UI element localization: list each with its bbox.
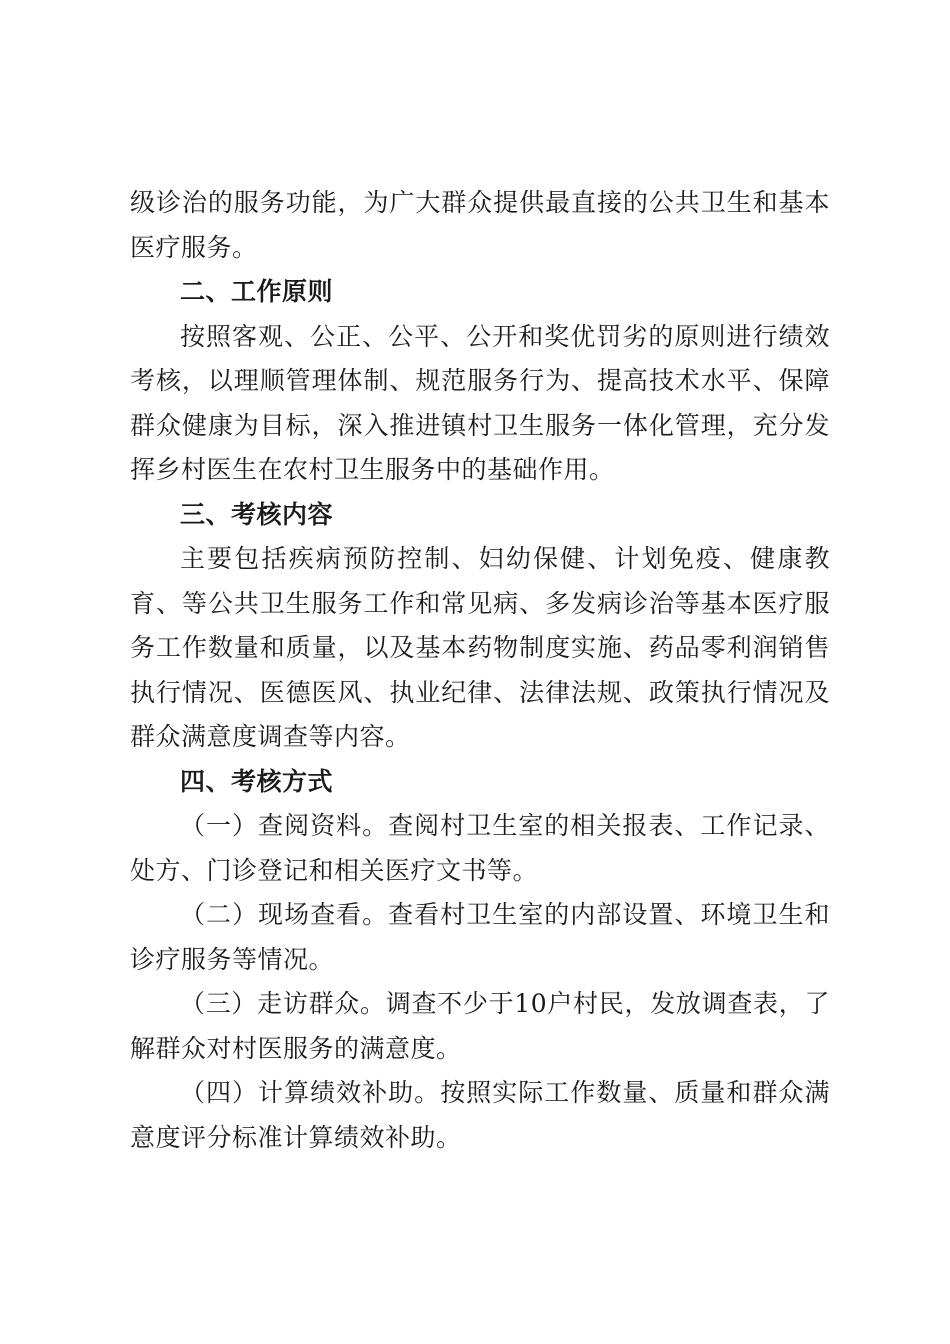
paragraph-method-review-records: （一）查阅资料。查阅村卫生室的相关报表、工作记录、处方、门诊登记和相关医疗文书等。 xyxy=(130,811,830,885)
document-body xyxy=(130,181,830,1160)
paragraph-continuation: 级诊治的服务功能，为广大群众提供最直接的公共卫生和基本医疗服务。 xyxy=(130,188,830,262)
section-heading-assessment-content: 三、考核内容 xyxy=(180,499,334,529)
section-heading-assessment-methods: 四、考核方式 xyxy=(180,766,334,796)
paragraph-method-visit-residents: （三）走访群众。调查不少于10户村民，发放调查表，了解群众对村医服务的满意度。 xyxy=(130,989,830,1063)
paragraph-principles: 按照客观、公正、公平、公开和奖优罚劣的原则进行绩效考核，以理顺管理体制、规范服务行为、提高技术水平、保障群众健康为目标，深入推进镇村卫生服务一体化管理，充分发挥乡村医生在农村卫生服务中的基础作用。 xyxy=(130,321,830,484)
paragraph-assessment-content: 主要包括疾病预防控制、妇幼保健、计划免疫、健康教育、等公共卫生服务工作和常见病、多发病诊治等基本医疗服务工作数量和质量，以及基本药物制度实施、药品零利润销售执行情况、医德医风、执业纪律、法律法规、政策执行情况及群众满意度调查等内容。 xyxy=(130,544,830,751)
section-heading-principles: 二、工作原则 xyxy=(180,277,334,306)
paragraph-method-calculate-subsidy: （四）计算绩效补助。按照实际工作数量、质量和群众满意度评分标准计算绩效补助。 xyxy=(130,1078,830,1152)
paragraph-method-site-inspection: （二）现场查看。查看村卫生室的内部设置、环境卫生和诊疗服务等情况。 xyxy=(130,900,830,974)
